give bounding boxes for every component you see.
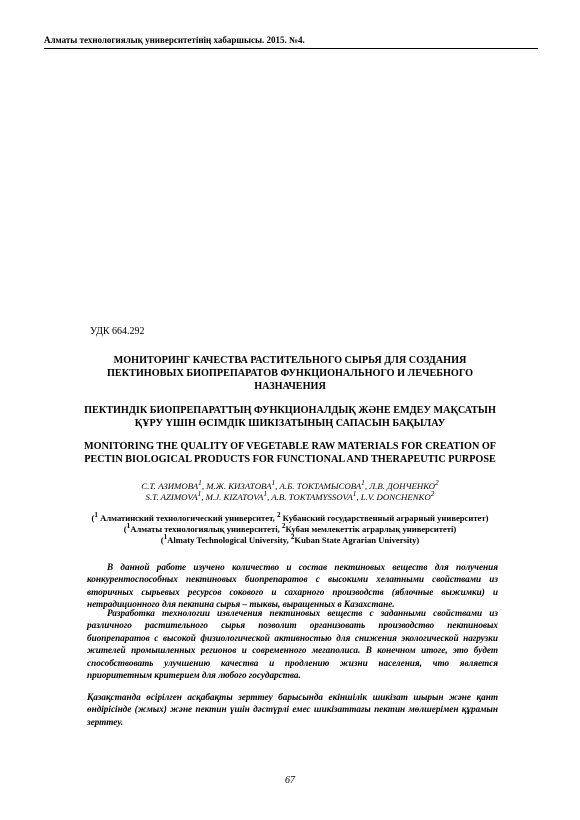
author-affiliation-mark: 1 [361, 478, 365, 487]
affiliation-text: Almaty Technological University, [167, 534, 291, 545]
abstract-paragraph: Разработка технологии извлечения пектиновых веществ с заданными свойствами из различного растительного сырья позволит организовать производство пектиновых биопрепаратов с высокой физиологической активностью для снижения экологической нагрузки жителей промышленных регионов и современного мегаполиса. В конечном итоге, это будет способствовать улучшению качества и продлению жизни населения, что является приоритетным критерием для любого государства. [87, 608, 498, 681]
affiliation-mark: 2 [281, 522, 286, 530]
affiliation-mark: 1 [163, 533, 168, 541]
title-line: ПЕКТИНДІК БИОПРЕПАРАТТЫҢ ФУНКЦИОНАЛДЫҚ ЖӘНЕ ЕМДЕУ МАҚСАТЫН [84, 405, 496, 416]
journal-header: Алматы технологиялық университетінің хабаршысы. 2015. №4. [44, 35, 305, 45]
paren: ( [160, 534, 164, 545]
affiliation-text: Kuban State Agrarian University) [294, 534, 420, 545]
affiliation-mark: 1 [94, 511, 98, 519]
title-kazakh [60, 404, 520, 430]
title-line: ПЕКТИНОВЫХ БИОПРЕПАРАТОВ ФУНКЦИОНАЛЬНОГО И ЛЕЧЕБНОГО [106, 368, 474, 379]
authors-english: S.T. AZIMOVA$^1$, M.J. KIZATOVA$^1$, A.B. TOKTAMYSSOVA$^1$, L.V. DONCHENKO$^2$ [145, 489, 435, 502]
title-line: MONITORING THE QUALITY OF VEGETABLE RAW MATERIALS FOR CREATION OF [84, 441, 496, 452]
paren: ( [91, 512, 95, 523]
author-affiliation-mark: 1 [198, 478, 202, 487]
author-affiliation-mark: 1 [271, 478, 276, 487]
author-name: S.T. AZIMOVA [145, 491, 198, 502]
author-affiliation-mark: 2 [430, 489, 435, 498]
affiliation-mark: 2 [276, 511, 281, 519]
affiliation-text: Кубанский государственный аграрный университет) [280, 512, 489, 523]
title-line: НАЗНАЧЕНИЯ [254, 381, 326, 392]
author-affiliation-mark: 2 [435, 478, 439, 487]
author-name: L.V. DONCHENKO [360, 491, 431, 502]
affiliation-text: Алматы технологиялық университеті, [130, 523, 282, 534]
header-divider [44, 48, 538, 49]
author-affiliation-mark: 1 [197, 489, 202, 498]
paren: ( [123, 523, 127, 534]
author-name: A.B. TOKTAMYSSOVA [271, 491, 353, 502]
affiliation-text: Алматинский технологический университет, [98, 512, 277, 523]
title-line: PECTIN BIOLOGICAL PRODUCTS FOR FUNCTIONAL AND THERAPEUTIC PURPOSE [84, 454, 496, 465]
author-name: С.Т. АЗИМОВА [141, 480, 199, 491]
affiliation-english [60, 532, 520, 546]
affiliation-mark: 1 [126, 522, 131, 530]
title-english [60, 440, 520, 466]
abstract-paragraph: В данной работе изучено количество и состав пектиновых веществ для получения конкурентоспособных пектиновых биопрепаратов с высокими хелатными свойствами из вторичных сырьевых ресурсов сокового и сахарного производств (яблочные выжимки) и нетрадиционного для пектина сырья – тыквы, выращенных в Казахстане. [87, 562, 498, 610]
page-number: 67 [285, 775, 295, 786]
author-affiliation-mark: 1 [352, 489, 357, 498]
title-russian [60, 354, 520, 393]
udk-code: УДК 664.292 [90, 326, 145, 337]
author-name: М.Ж. КИЗАТОВА [206, 480, 272, 491]
title-line: МОНИТОРИНГ КАЧЕСТВА РАСТИТЕЛЬНОГО СЫРЬЯ ДЛЯ СОЗДАНИЯ [113, 355, 467, 366]
affiliation-mark: 2 [290, 533, 295, 541]
author-name: Л.В. ДОНЧЕНКО [369, 480, 436, 491]
abstract-paragraph-kazakh: Қазақстанда өсірілген асқабақты зерттеу барысында екіншілік шикізат шырын және қант өндірісінде (жмых) және пектин үшін дәстүрлі емес шикізаттағы пектин мөлшерімен құрамын зерттеу. [87, 692, 498, 727]
title-line: ҚҰРУ ҮШІН ӨСІМДІК ШИКІЗАТЫНЫҢ САПАСЫН БАҚЫЛАУ [134, 418, 446, 429]
author-name: M.J. KIZATOVA [205, 491, 264, 502]
authors-russian: С.Т. АЗИМОВА$^1$, М.Ж. КИЗАТОВА$^1$, А.Б. ТОКТАМЫСОВА$^1$, Л.В. ДОНЧЕНКО$^2$ [141, 478, 439, 491]
author-name: А.Б. ТОКТАМЫСОВА [279, 480, 362, 491]
author-affiliation-mark: 1 [263, 489, 268, 498]
affiliation-text: Кубан мемлекеттік аграрлық университеті) [285, 523, 457, 534]
